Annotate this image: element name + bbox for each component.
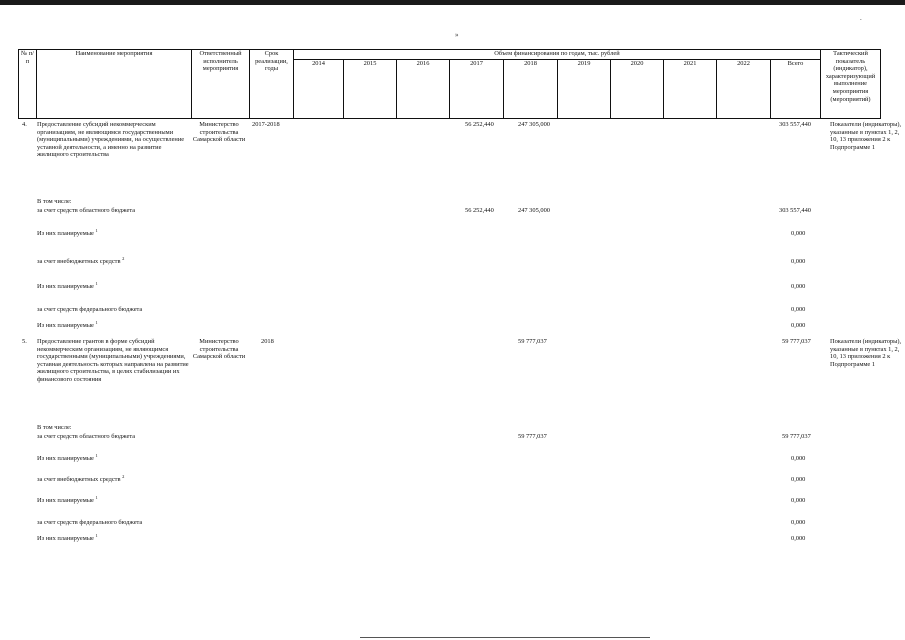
scan-bottom-edge <box>360 637 650 638</box>
value-2017: 56 252,440 <box>465 121 494 128</box>
value-total: 0,000 <box>791 230 806 237</box>
row-num: 5. <box>22 338 27 345</box>
footnote-mark: 2 <box>122 256 125 261</box>
footnote-mark: 1 <box>95 533 98 538</box>
sub-label: за счет внебюджетных средств <box>37 258 121 265</box>
footnote-mark: 1 <box>95 281 98 286</box>
header-year: 2019 <box>558 60 611 119</box>
footnote-mark: 2 <box>122 474 125 479</box>
value-total: 0,000 <box>791 497 806 504</box>
sub-label: за счет средств областного бюджета <box>37 207 136 214</box>
value-2018: 59 777,037 <box>518 338 547 345</box>
footnote-mark: 1 <box>95 228 98 233</box>
header-year-total: Всего <box>771 60 821 119</box>
header-year: 2017 <box>450 60 504 119</box>
header-year: 2020 <box>611 60 664 119</box>
row-name: Предоставление грантов в форме субсидий некоммерческим организациям, не являющимся государственными (муниципальными) учреждениями, уставная деятельность которых направлена на развитие жилищного строительства, в целях стабилизации их финансового состояния <box>37 338 189 383</box>
footnote-mark: 1 <box>95 453 98 458</box>
page-mark: » <box>455 31 459 39</box>
value-total: 303 557,440 <box>779 121 811 128</box>
header-executor: Ответственный исполнитель мероприятия <box>192 50 250 119</box>
sub-label: Из них планируемые <box>37 497 94 504</box>
row-name: Предоставление субсидий некоммерческим организациям, не являющимся государственными (муниципальными) учреждениями, на осуществление уставной деятельности, а именно на развитие жилищного строительства <box>37 121 185 159</box>
header-finance: Объем финансирования по годам, тыс. рублей <box>294 50 821 60</box>
footnote-mark: 1 <box>95 495 98 500</box>
header-year: 2018 <box>504 60 558 119</box>
header-year: 2022 <box>717 60 771 119</box>
sub-label: за счет средств областного бюджета <box>37 433 136 440</box>
sub-label: Из них планируемые <box>37 283 94 290</box>
row-indicator: Показатели (индикаторы), указанные в пунктах 1, 2, 10, 13 приложения 2 к Подпрограмме 1 <box>830 121 902 151</box>
value-total: 0,000 <box>791 535 806 542</box>
row-indicator: Показатели (индикаторы), указанные в пунктах 1, 2, 10, 13 приложения 2 к Подпрограмме 1 <box>830 338 902 368</box>
scan-top-edge <box>0 0 905 5</box>
header-year: 2021 <box>664 60 717 119</box>
sub-label: за счет внебюджетных средств <box>37 476 121 483</box>
value-total: 0,000 <box>791 306 806 313</box>
value-2018: 59 777,037 <box>518 433 547 440</box>
header-num: № п/п <box>19 50 37 119</box>
header-year: 2016 <box>397 60 450 119</box>
value-total: 0,000 <box>791 476 806 483</box>
sub-label: Из них планируемые <box>37 455 94 462</box>
sub-label: за счет средств федерального бюджета <box>37 519 143 526</box>
value-2018: 247 305,000 <box>518 121 550 128</box>
value-total: 0,000 <box>791 258 806 265</box>
header-name: Наименование мероприятия <box>37 50 192 119</box>
row-executor: Министерство строительства Самарской области <box>192 121 246 144</box>
including-label: В том числе: <box>37 198 72 205</box>
row-term: 2018 <box>261 338 274 345</box>
header-term: Срок реализации, годы <box>250 50 294 119</box>
including-label: В том числе: <box>37 424 72 431</box>
sub-label: Из них планируемые <box>37 535 94 542</box>
value-total: 0,000 <box>791 322 806 329</box>
row-num: 4. <box>22 121 27 128</box>
value-total: 59 777,037 <box>782 338 811 345</box>
footnote-mark: 1 <box>95 320 98 325</box>
value-total: 0,000 <box>791 455 806 462</box>
corner-mark: . <box>860 14 862 22</box>
sub-label: за счет средств федерального бюджета <box>37 306 143 313</box>
value-total: 0,000 <box>791 519 806 526</box>
value-total: 0,000 <box>791 283 806 290</box>
value-2017: 56 252,440 <box>465 207 494 214</box>
value-total: 303 557,440 <box>779 207 811 214</box>
header-year: 2015 <box>344 60 397 119</box>
row-term: 2017-2018 <box>252 121 280 128</box>
value-total: 59 777,037 <box>782 433 811 440</box>
header-indicator: Тактический показатель (индикатор), характеризующий выполнение мероприятия (мероприятий) <box>821 50 881 119</box>
sub-label: Из них планируемые <box>37 230 94 237</box>
header-year: 2014 <box>294 60 344 119</box>
financing-table-header <box>18 49 881 119</box>
sub-label: Из них планируемые <box>37 322 94 329</box>
value-2018: 247 305,000 <box>518 207 550 214</box>
row-executor: Министерство строительства Самарской области <box>192 338 246 361</box>
